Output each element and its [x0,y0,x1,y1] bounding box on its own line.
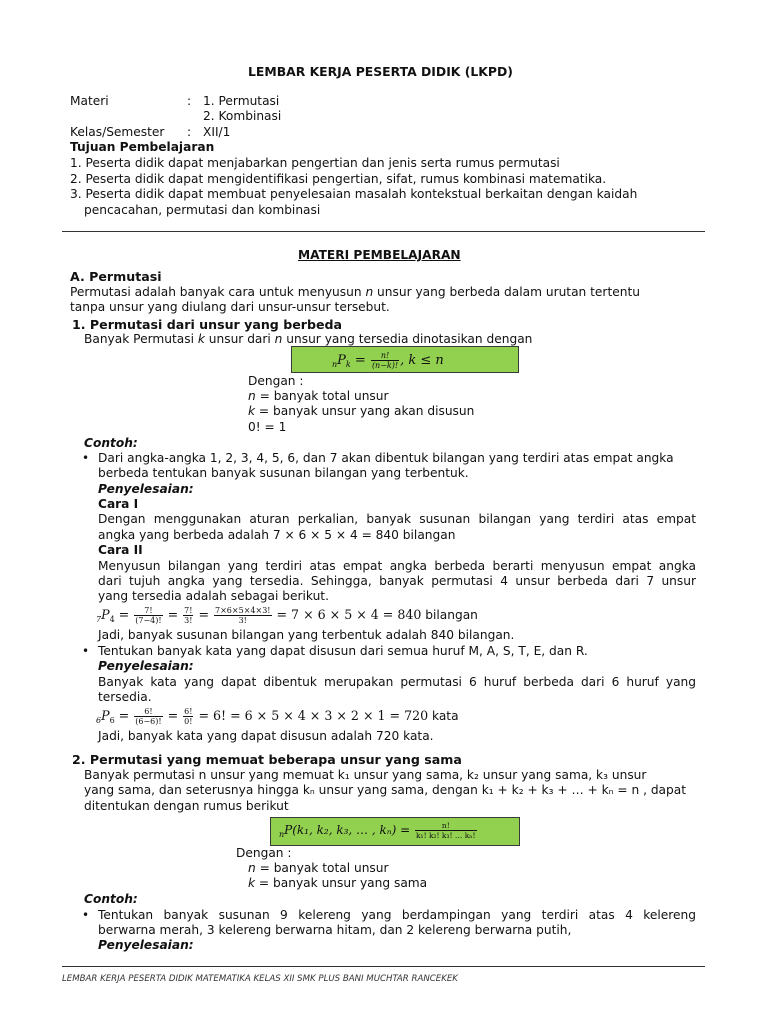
bullet-icon: • [82,644,90,658]
example-2-line-1: Tentukan banyak kata yang dapat disusun dari semua huruf M, A, S, T, E, dan R. [98,644,588,658]
penyelesaian-label: Penyelesaian: [98,659,194,673]
cara-1-label: Cara I [98,497,139,511]
example-2-solution-1: Banyak kata yang dapat dibentuk merupakan permutasi 6 huruf berbeda dari 6 huruf yang [98,675,696,689]
penyelesaian-label: Penyelesaian: [98,482,194,496]
kelas-label: Kelas/Semester [70,125,165,139]
tujuan-item-3: 3. Peserta didik dapat membuat penyelesaian masalah kontekstual berkaitan dengan kaidah [70,187,638,201]
cara-1-line-1: Dengan menggunakan aturan perkalian, banyak susunan bilangan yang terdiri atas empat [98,512,696,526]
example-3-line-2: berwarna merah, 3 kelereng berwarna hitam, dan 2 kelereng berwarna putih, [98,923,572,937]
materi-label: Materi [70,94,109,108]
repetition-formula-box [270,817,520,846]
cara-2-line-3: yang tersedia adalah sebagai berikut. [98,589,329,603]
cara-2-line-1: Menyusun bilangan yang terdiri atas empat angka berbeda berarti menyusun empat angka [98,559,696,573]
tujuan-item-3-cont: pencacahan, permutasi dan kombinasi [84,203,321,217]
example-3-line-1: Tentukan banyak susunan 9 kelereng yang berdampingan yang terdiri atas 4 kelereng [98,908,696,922]
footer-divider [62,966,705,967]
contoh-label-2: Contoh: [84,892,138,906]
example-1-line-1: Dari angka-angka 1, 2, 3, 4, 5, 6, dan 7 akan dibentuk bilangan yang terdiri atas empat angka [98,451,674,465]
permutation-formula-box [291,346,519,373]
cara-1-line-2: angka yang berbeda adalah 7 × 6 × 5 × 4 = 840 bilangan [98,528,456,542]
definition-zero-factorial: 0! = 1 [248,420,287,434]
materi-colon: : [187,94,192,108]
materi-item-2: 2. Kombinasi [203,109,282,123]
kelas-value: XII/1 [203,125,231,139]
permutasi-definition-2: tanpa unsur yang diulang dari unsur-unsur tersebut. [70,300,390,314]
permutasi-definition-1: Permutasi adalah banyak cara untuk menyusun n unsur yang berbeda dalam urutan tertentu [70,285,640,299]
tujuan-title: Tujuan Pembelajaran [70,140,215,154]
permutation-formula: $_nP_k$ = $\frac{n!}{(n-k)!}$ , k ≤ n [332,351,444,370]
cara-2-line-2: dari tujuh angka yang tersedia. Sehingga, banyak permutasi 4 unsur berbeda dari 7 unsur [98,574,696,588]
tujuan-item-1: 1. Peserta didik dapat menjabarkan pengertian dan jenis serta rumus permutasi [70,156,560,170]
materi-heading: MATERI PEMBELAJARAN [298,248,461,262]
tujuan-item-2: 2. Peserta didik dapat mengidentifikasi pengertian, sifat, rumus kombinasi matematika. [70,172,607,186]
dengan-label: Dengan : [248,374,304,388]
kelas-colon: : [187,125,192,139]
example-2-solution-2: tersedia. [98,690,152,704]
materi-item-1: 1. Permutasi [203,94,280,108]
bullet-icon: • [82,908,90,922]
cara-2-label: Cara II [98,543,143,557]
section-divider [62,231,705,232]
subsection-1-definition: Banyak Permutasi k unsur dari n unsur yang tersedia dinotasikan dengan [84,332,533,346]
definition-n: n = banyak total unsur [248,389,389,403]
subsection-2-heading: 2. Permutasi yang memuat beberapa unsur yang sama [72,752,462,767]
dengan-label-2: Dengan : [236,846,292,860]
jadi-2: Jadi, banyak kata yang dapat disusun adalah 720 kata. [98,729,434,743]
bullet-icon: • [82,451,90,465]
jadi-1: Jadi, banyak susunan bilangan yang terbentuk adalah 840 bilangan. [98,628,515,642]
subsection-1-heading: 1. Permutasi dari unsur yang berbeda [72,317,343,332]
subsection-2-line-3: ditentukan dengan rumus berikut [84,799,289,813]
subsection-2-line-2: yang sama, dan seterusnya hingga kₙ unsur yang sama, dengan k₁ + k₂ + k₃ + … + kₙ = n , dapat [84,783,687,797]
subsection-2-line-1: Banyak permutasi n unsur yang memuat k₁ unsur yang sama, k₂ unsur yang sama, k₃ unsur [84,768,647,782]
penyelesaian-label-3: Penyelesaian: [98,938,194,952]
repetition-formula: $_n$P(k₁, k₂, k₃, … , kₙ) = $\frac{n!}{\text{k₁! k₂! k₃! … kₙ!}}$ [279,821,476,840]
permutation-calculation-1: $_7P_4$ = $\frac{7!}{(7-4)!}$ = $\frac{7!}{3!}$ = $\frac{7\times 6\times 5\times 4\times 3!}{3!}$ = 7 × 6 × 5 × 4 = 840 bilangan [96,606,478,625]
definition-n-2: n = banyak total unsur [248,861,389,875]
example-1-line-2: berbeda tentukan banyak susunan bilangan yang terbentuk. [98,466,469,480]
definition-k: k = banyak unsur yang akan disusun [248,404,475,418]
permutation-calculation-2: $_6P_6$ = $\frac{6!}{(6-6)!}$ = $\frac{6!}{0!}$ = 6! = 6 × 5 × 4 × 3 × 2 × 1 = 720 kata [96,707,459,726]
definition-k-2: k = banyak unsur yang sama [248,876,428,890]
footer-text: LEMBAR KERJA PESERTA DIDIK MATEMATIKA KELAS XII SMK PLUS BANI MUCHTAR RANCEKEK [62,974,458,984]
section-a-heading: A. Permutasi [70,269,162,284]
contoh-label: Contoh: [84,436,138,450]
document-title: LEMBAR KERJA PESERTA DIDIK (LKPD) [248,64,513,79]
